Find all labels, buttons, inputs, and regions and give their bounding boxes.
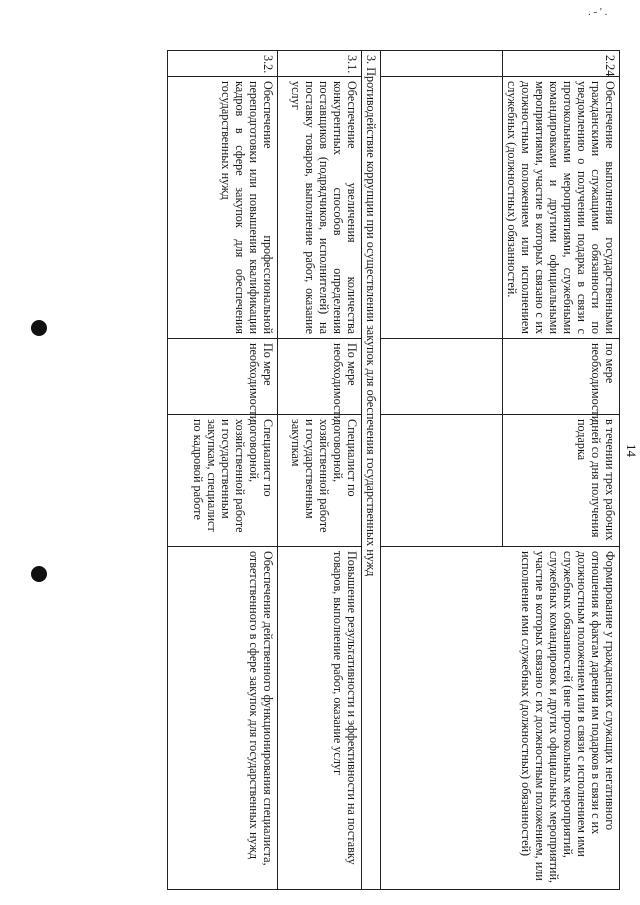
result-cell: Повышение результативности и эффективности на поставку товаров, выполнение работ, оказание услуг [278,547,362,890]
responsible-cell: Специалист по договорной, хозяйственной работе и государственным закупкам, специалист по кадровой работе [168,415,278,547]
responsible-cell: в течении трех рабочих дней со дня получения подарка [503,415,620,547]
deadline-cell: По мере необходимости [278,339,362,415]
result-cell: Обеспечение действенного функционирования специалиста, ответственного в сфере закупок для государственных нужд [168,547,278,890]
responsible-cell: Специалист по договорной, хозяйственной работе и государственным закупкам [278,415,362,547]
page-number: 14 [624,444,639,457]
corner-marks: . - ' . [588,6,608,18]
section-title: 3. Противодействие коррупции при осуществлении закупок для обеспечения государственных нужд [362,51,381,890]
row-number: 2.24 [503,51,620,77]
table-row [503,51,620,890]
row-number: 3.2. [168,51,278,77]
deadline-cell: По мере необходимости [168,339,278,415]
measure-cell: Обеспечение выполнения государственными гражданскими служащими обязанности по уведомлению о получении подарка в связи с протокольными мероприятиями, служебными командировками и другими официальными мероприятиями, участие в которых связано с их должностным положением или исполнением служебных (должностных) обязанностей. [503,77,620,339]
deadline-cell: по мере необходимости [503,339,620,415]
measure-cell: Обеспечение увеличения количества конкурентных способов определения поставщиков (подрядчиков, исполнителей) на поставку товаров, выполнение работ, оказание услуг [278,77,362,339]
row-number: 3.1. [278,51,362,77]
measure-cell: Обеспечение профессиональной переподготовки или повышения квалификации кадров в сфере закупок для обеспечения государственных нужд [168,77,278,339]
table-row [168,51,278,890]
table-row [278,51,362,890]
section-row [362,51,381,890]
result-cell: Формирование у гражданских служащих негативного отношения к фактам дарения им подарков в связи с их должностным положением или в связи с исполнением ими служебных обязанностей (вне протокольных мероприятий, служебных командировок и других официальных мероприятий, участие в которых связано с их должностным положением, или исполнение ими служебных (должностных) обязанностей) [381,547,620,890]
measures-table [167,50,620,890]
